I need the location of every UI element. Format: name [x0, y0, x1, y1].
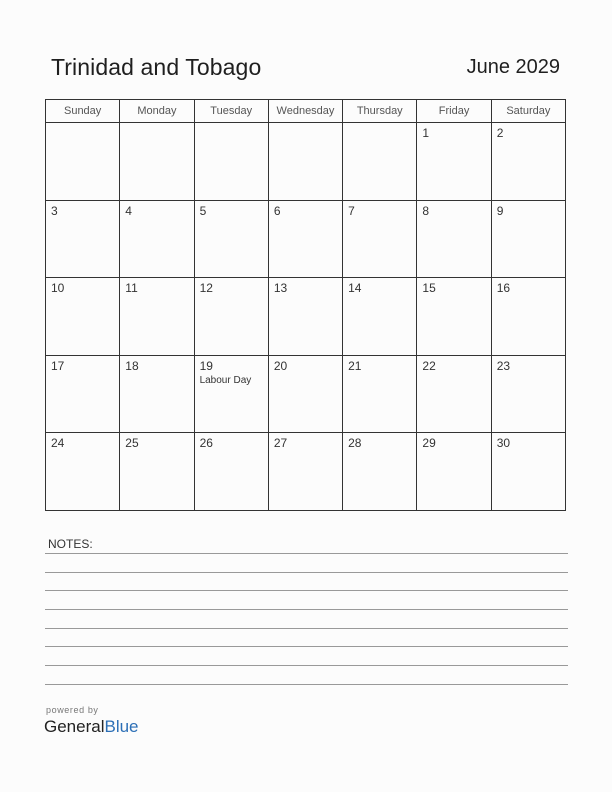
day-number: 5: [199, 203, 207, 218]
day-number: 7: [348, 203, 355, 218]
day-number: 26: [199, 436, 213, 451]
calendar-day-cell: [343, 200, 417, 278]
day-number: 14: [348, 281, 362, 296]
calendar-day-cell: [417, 433, 491, 511]
calendar-day-cell: [268, 278, 342, 356]
day-number: 21: [348, 358, 362, 373]
calendar-day-cell: [417, 200, 491, 278]
calendar-day-cell: [120, 433, 194, 511]
calendar-grid: [45, 99, 566, 511]
calendar-day-cell: [194, 355, 268, 433]
notes-line: [45, 665, 568, 666]
weekday-header: Tuesday: [194, 100, 268, 123]
calendar-country-title: Trinidad and Tobago: [51, 54, 262, 80]
calendar-day-cell: [343, 123, 417, 201]
calendar-day-cell: [120, 355, 194, 433]
calendar-day-cell: [120, 278, 194, 356]
calendar-day-cell: [194, 200, 268, 278]
day-number: 27: [273, 436, 288, 451]
day-number: 15: [422, 281, 436, 296]
day-number: 8: [422, 203, 430, 218]
calendar-day-cell: [120, 123, 194, 201]
calendar-day-cell: [417, 278, 491, 356]
day-number: 23: [496, 358, 511, 373]
day-number: [120, 123, 193, 126]
day-number: 16: [496, 281, 511, 296]
day-number: [269, 123, 342, 126]
calendar-day-cell: [417, 355, 491, 433]
day-number: 4: [125, 203, 132, 218]
day-number: 25: [125, 436, 139, 451]
powered-by-text: powered by: [46, 705, 99, 715]
brand-general: General: [44, 717, 105, 736]
calendar-day-cell: [46, 433, 120, 511]
notes-line: [45, 684, 568, 685]
notes-line: [45, 572, 568, 573]
brand-blue: Blue: [104, 717, 139, 736]
holiday-label: Labour Day: [199, 374, 252, 386]
calendar-day-cell: [46, 200, 120, 278]
day-number: [195, 123, 268, 126]
day-number: 28: [348, 436, 362, 451]
calendar-day-cell: [343, 355, 417, 433]
calendar-day-cell: [417, 123, 491, 201]
notes-line: [45, 628, 568, 629]
calendar-day-cell: [268, 123, 342, 201]
calendar-day-cell: [343, 433, 417, 511]
day-number: 20: [273, 358, 288, 373]
calendar-day-cell: [46, 123, 120, 201]
calendar-day-cell: [46, 278, 120, 356]
calendar-day-cell: [343, 278, 417, 356]
notes-line: [45, 590, 568, 591]
calendar-week-row: [46, 200, 566, 278]
calendar-day-cell: [194, 123, 268, 201]
day-number: 13: [273, 281, 288, 296]
day-number: 19: [199, 358, 213, 373]
generalblue-logo: [44, 717, 139, 737]
calendar-day-cell: [491, 355, 565, 433]
weekday-header: Saturday: [491, 100, 565, 123]
calendar-day-cell: [268, 355, 342, 433]
calendar-day-cell: [268, 200, 342, 278]
weekday-header: Sunday: [46, 100, 120, 123]
calendar-day-cell: [194, 278, 268, 356]
calendar-day-cell: [491, 278, 565, 356]
calendar-week-row: [46, 355, 566, 433]
calendar-day-cell: [491, 123, 565, 201]
weekday-header: Friday: [417, 100, 491, 123]
calendar-week-row: [46, 278, 566, 356]
day-number: 18: [125, 358, 139, 373]
day-number: 12: [199, 281, 213, 296]
notes-label: NOTES:: [48, 537, 93, 551]
day-number: 17: [51, 358, 65, 373]
day-number: 22: [422, 358, 436, 373]
day-number: 10: [51, 281, 65, 296]
calendar-day-cell: [268, 433, 342, 511]
day-number: 9: [496, 203, 504, 218]
notes-line: [45, 553, 568, 554]
day-number: 2: [496, 126, 504, 140]
day-number: 3: [51, 203, 58, 218]
weekday-header-row: [46, 100, 566, 123]
calendar-day-cell: [491, 433, 565, 511]
notes-line: [45, 646, 568, 647]
weekday-header: Monday: [120, 100, 194, 123]
calendar-day-cell: [120, 200, 194, 278]
calendar-body: [46, 123, 566, 511]
calendar-week-row: [46, 123, 566, 201]
calendar-day-cell: [46, 355, 120, 433]
calendar-week-row: [46, 433, 566, 511]
day-number: 24: [51, 436, 65, 451]
day-number: 30: [496, 436, 511, 451]
notes-line: [45, 609, 568, 610]
calendar-month-title: June 2029: [466, 56, 560, 78]
weekday-header: Thursday: [343, 100, 417, 123]
day-number: 6: [273, 203, 281, 218]
calendar-day-cell: [491, 200, 565, 278]
day-number: 11: [125, 281, 138, 296]
weekday-header: Wednesday: [268, 100, 342, 123]
day-number: [46, 123, 119, 126]
day-number: 29: [422, 436, 436, 451]
calendar-day-cell: [194, 433, 268, 511]
day-number: 1: [422, 126, 430, 140]
day-number: [343, 123, 416, 126]
